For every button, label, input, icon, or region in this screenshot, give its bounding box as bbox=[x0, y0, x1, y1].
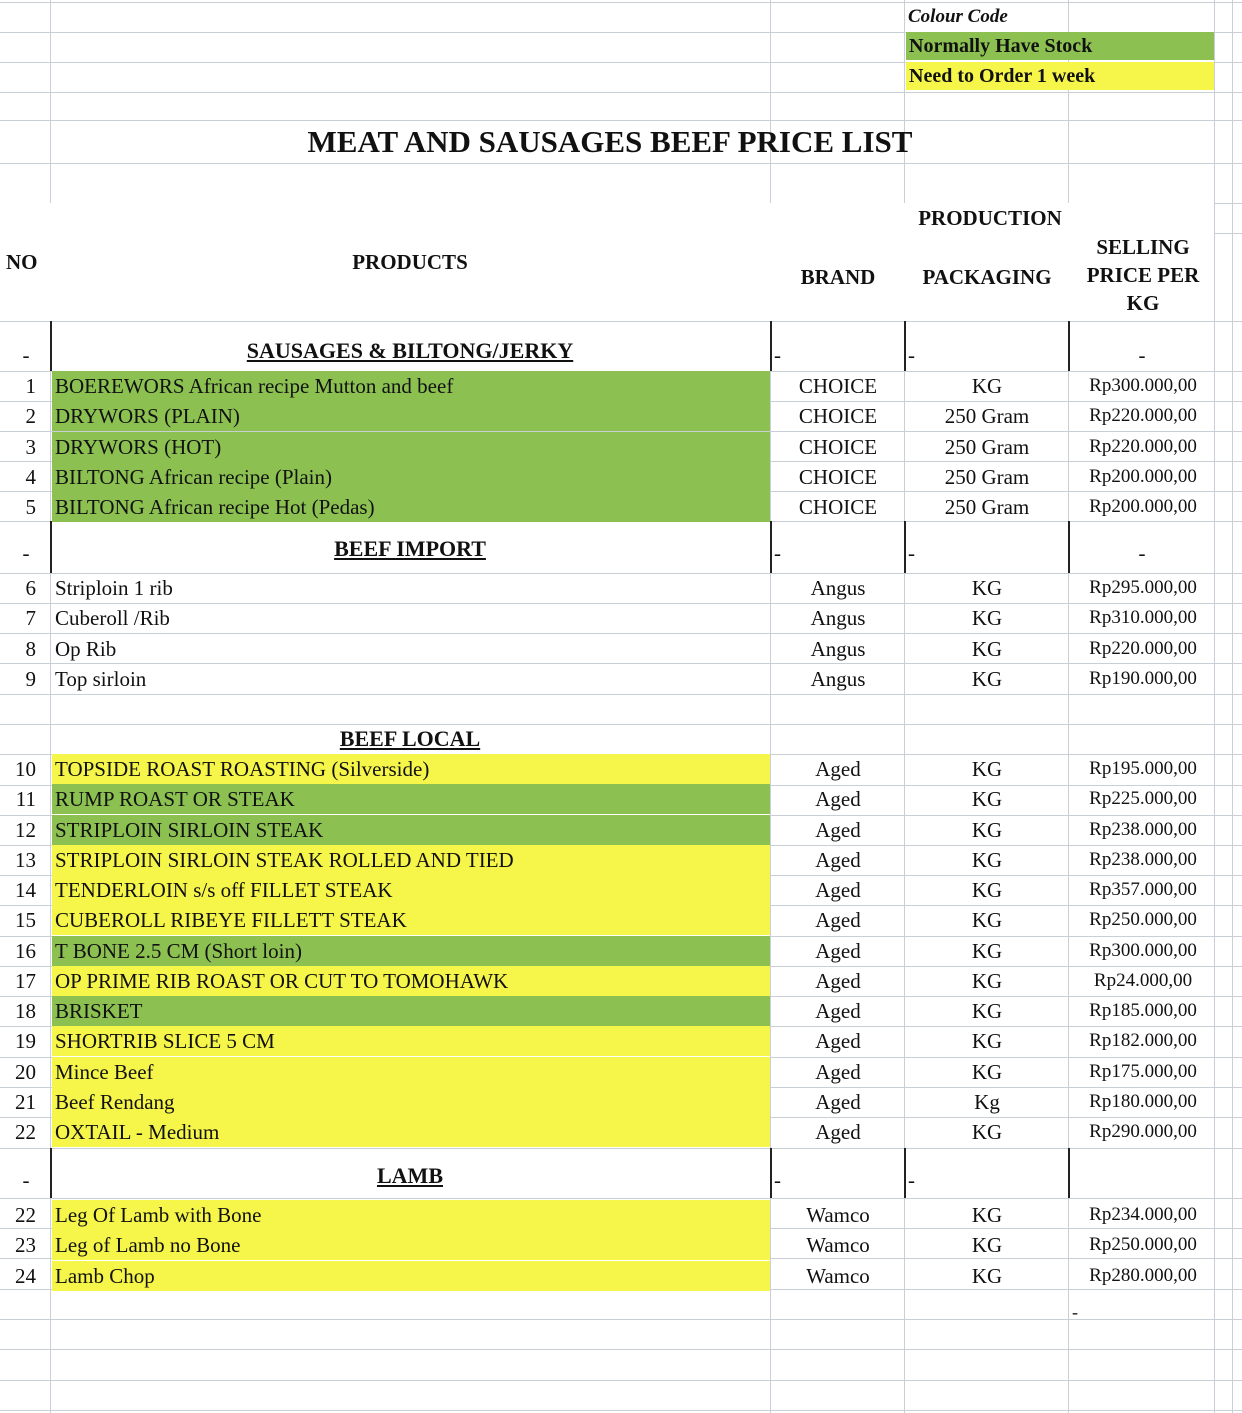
section-border bbox=[1068, 521, 1070, 573]
row-packaging: 250 Gram bbox=[944, 404, 1030, 428]
row-product: OXTAIL - Medium bbox=[52, 1117, 770, 1147]
row-price: Rp200.000,00 bbox=[1089, 496, 1197, 517]
page-title: MEAT AND SAUSAGES BEEF PRICE LIST bbox=[307, 124, 913, 159]
row-no: 8 bbox=[25, 637, 36, 661]
gridline-horizontal bbox=[0, 92, 1242, 93]
row-product: Top sirloin bbox=[55, 667, 147, 691]
row-product: BRISKET bbox=[52, 996, 770, 1026]
row-packaging: Kg bbox=[974, 1090, 1000, 1114]
gridline-horizontal bbox=[0, 1349, 1242, 1350]
row-packaging: KG bbox=[971, 757, 1003, 781]
section-border bbox=[770, 521, 772, 573]
row-price: Rp220.000,00 bbox=[1089, 405, 1197, 426]
row-price: Rp190.000,00 bbox=[1089, 668, 1197, 689]
gridline-horizontal bbox=[0, 1380, 1242, 1381]
row-brand: CHOICE bbox=[798, 435, 878, 459]
row-packaging: KG bbox=[971, 787, 1003, 811]
row-price: Rp300.000,00 bbox=[1089, 375, 1197, 396]
row-price: Rp234.000,00 bbox=[1089, 1204, 1197, 1225]
row-no: 14 bbox=[15, 878, 36, 902]
row-brand: Aged bbox=[815, 908, 861, 932]
section-packaging-mark: - bbox=[908, 541, 915, 565]
row-packaging: KG bbox=[971, 939, 1003, 963]
row-brand: CHOICE bbox=[798, 495, 878, 519]
row-price: Rp220.000,00 bbox=[1089, 436, 1197, 457]
header-production: PRODUCTION bbox=[918, 206, 1062, 230]
row-no: 2 bbox=[25, 404, 36, 428]
row-product: Op Rib bbox=[55, 637, 117, 661]
row-no: 16 bbox=[15, 939, 36, 963]
section-title: BEEF LOCAL bbox=[339, 726, 481, 751]
row-no: 23 bbox=[15, 1233, 36, 1257]
section-no-mark: - bbox=[22, 541, 30, 565]
row-product: OP PRIME RIB ROAST OR CUT TO TOMOHAWK bbox=[52, 966, 770, 996]
row-product: BILTONG African recipe Hot (Pedas) bbox=[52, 492, 770, 522]
row-brand: Wamco bbox=[806, 1233, 870, 1257]
row-brand: Aged bbox=[815, 1029, 861, 1053]
row-packaging: KG bbox=[971, 818, 1003, 842]
section-packaging-mark: - bbox=[908, 1168, 915, 1192]
row-no: 24 bbox=[15, 1264, 36, 1288]
row-packaging: KG bbox=[971, 606, 1003, 630]
row-no: 10 bbox=[15, 757, 36, 781]
row-price: Rp225.000,00 bbox=[1089, 788, 1197, 809]
row-packaging: KG bbox=[971, 848, 1003, 872]
row-no: 19 bbox=[15, 1029, 36, 1053]
legend-normally-have-stock: Normally Have Stock bbox=[906, 32, 1214, 60]
row-no: 12 bbox=[15, 818, 36, 842]
row-price: Rp220.000,00 bbox=[1089, 638, 1197, 659]
row-no: 15 bbox=[15, 908, 36, 932]
row-no: 11 bbox=[15, 787, 36, 811]
section-border bbox=[904, 321, 906, 371]
row-product: SHORTRIB SLICE 5 CM bbox=[52, 1026, 770, 1056]
row-brand: Aged bbox=[815, 969, 861, 993]
row-packaging: KG bbox=[971, 908, 1003, 932]
section-border bbox=[1068, 321, 1070, 371]
row-product: Leg of Lamb no Bone bbox=[52, 1230, 770, 1260]
gridline-horizontal bbox=[0, 694, 1242, 695]
section-brand-mark: - bbox=[774, 343, 781, 367]
row-no: 9 bbox=[25, 667, 36, 691]
row-product: Striploin 1 rib bbox=[55, 576, 173, 600]
gridline-horizontal bbox=[0, 1148, 1242, 1149]
section-border bbox=[1068, 1148, 1070, 1198]
row-product: Leg Of Lamb with Bone bbox=[52, 1200, 770, 1230]
row-price: Rp185.000,00 bbox=[1089, 1000, 1197, 1021]
row-price: Rp200.000,00 bbox=[1089, 466, 1197, 487]
row-brand: Aged bbox=[815, 818, 861, 842]
row-product: TOPSIDE ROAST ROASTING (Silverside) bbox=[52, 754, 770, 784]
row-packaging: KG bbox=[971, 878, 1003, 902]
row-no: 1 bbox=[25, 374, 36, 398]
row-packaging: KG bbox=[971, 1120, 1003, 1144]
row-price: Rp238.000,00 bbox=[1089, 819, 1197, 840]
header-price-line1: SELLING bbox=[1096, 235, 1190, 259]
row-product: RUMP ROAST OR STEAK bbox=[52, 784, 770, 814]
row-no: 20 bbox=[15, 1060, 36, 1084]
section-border bbox=[904, 1148, 906, 1198]
row-price: Rp195.000,00 bbox=[1089, 758, 1197, 779]
row-brand: Aged bbox=[815, 757, 861, 781]
row-packaging: KG bbox=[971, 576, 1003, 600]
row-product: DRYWORS (PLAIN) bbox=[52, 401, 770, 431]
row-product: T BONE 2.5 CM (Short loin) bbox=[52, 936, 770, 966]
row-no: 22 bbox=[15, 1203, 36, 1227]
row-product: Beef Rendang bbox=[52, 1087, 770, 1117]
row-price: Rp280.000,00 bbox=[1089, 1265, 1197, 1286]
row-packaging: 250 Gram bbox=[944, 495, 1030, 519]
section-no-mark: - bbox=[22, 1168, 30, 1192]
row-price: Rp250.000,00 bbox=[1089, 1234, 1197, 1255]
row-brand: Angus bbox=[810, 606, 866, 630]
row-no: 3 bbox=[25, 435, 36, 459]
section-packaging-mark: - bbox=[908, 343, 915, 367]
row-brand: Angus bbox=[810, 667, 866, 691]
row-price: Rp24.000,00 bbox=[1093, 970, 1193, 991]
row-brand: Aged bbox=[815, 999, 861, 1023]
row-brand: Aged bbox=[815, 939, 861, 963]
row-product: BILTONG African recipe (Plain) bbox=[52, 462, 770, 492]
row-packaging: KG bbox=[971, 637, 1003, 661]
row-product: Lamb Chop bbox=[52, 1261, 770, 1291]
gridline-horizontal bbox=[0, 2, 1242, 3]
row-brand: CHOICE bbox=[798, 404, 878, 428]
row-packaging: KG bbox=[971, 1060, 1003, 1084]
row-packaging: KG bbox=[971, 999, 1003, 1023]
section-border bbox=[904, 521, 906, 573]
row-brand: Aged bbox=[815, 787, 861, 811]
row-no: 4 bbox=[25, 465, 36, 489]
row-packaging: KG bbox=[971, 667, 1003, 691]
row-price: Rp310.000,00 bbox=[1089, 607, 1197, 628]
row-price: Rp180.000,00 bbox=[1089, 1091, 1197, 1112]
legend-need-to-order: Need to Order 1 week bbox=[906, 62, 1214, 90]
row-price: Rp175.000,00 bbox=[1089, 1061, 1197, 1082]
gridline-horizontal bbox=[0, 321, 1242, 322]
header-no: NO bbox=[6, 250, 38, 274]
row-brand: Aged bbox=[815, 848, 861, 872]
row-packaging: 250 Gram bbox=[944, 465, 1030, 489]
row-brand: Angus bbox=[810, 637, 866, 661]
row-price: Rp250.000,00 bbox=[1089, 909, 1197, 930]
header-price-line2: PRICE PER bbox=[1086, 263, 1200, 287]
row-packaging: KG bbox=[971, 1264, 1003, 1288]
header-brand: BRAND bbox=[800, 265, 876, 289]
trailing-mark: - bbox=[1072, 1302, 1078, 1322]
section-brand-mark: - bbox=[774, 541, 781, 565]
row-price: Rp357.000,00 bbox=[1089, 879, 1197, 900]
section-price-mark: - bbox=[1138, 343, 1146, 367]
row-product: Mince Beef bbox=[52, 1057, 770, 1087]
row-no: 21 bbox=[15, 1090, 36, 1114]
section-no-mark: - bbox=[22, 343, 30, 367]
section-price-mark bbox=[1072, 1165, 1212, 1195]
gridline-horizontal bbox=[0, 1410, 1242, 1411]
row-brand: Aged bbox=[815, 1090, 861, 1114]
row-packaging: 250 Gram bbox=[944, 435, 1030, 459]
row-packaging: KG bbox=[971, 1029, 1003, 1053]
row-packaging: KG bbox=[971, 374, 1003, 398]
row-product: STRIPLOIN SIRLOIN STEAK ROLLED AND TIED bbox=[52, 845, 770, 875]
row-product: TENDERLOIN s/s off FILLET STEAK bbox=[52, 875, 770, 905]
section-brand-mark: - bbox=[774, 1168, 781, 1192]
row-price: Rp238.000,00 bbox=[1089, 849, 1197, 870]
row-product: DRYWORS (HOT) bbox=[52, 432, 770, 462]
section-border bbox=[770, 1148, 772, 1198]
row-product: BOEREWORS African recipe Mutton and beef bbox=[52, 371, 770, 401]
row-brand: Wamco bbox=[806, 1203, 870, 1227]
row-price: Rp295.000,00 bbox=[1089, 577, 1197, 598]
header-selling-price bbox=[1070, 233, 1216, 323]
row-brand: Wamco bbox=[806, 1264, 870, 1288]
row-product: Cuberoll /Rib bbox=[55, 606, 170, 630]
gridline-horizontal bbox=[0, 1198, 1242, 1199]
row-no: 6 bbox=[25, 576, 36, 600]
section-border bbox=[770, 321, 772, 371]
row-brand: Angus bbox=[810, 576, 866, 600]
row-packaging: KG bbox=[971, 1203, 1003, 1227]
header-price-line3: KG bbox=[1126, 291, 1160, 315]
section-title: LAMB bbox=[377, 1163, 443, 1188]
row-packaging: KG bbox=[971, 969, 1003, 993]
row-brand: Aged bbox=[815, 1120, 861, 1144]
row-brand: CHOICE bbox=[798, 465, 878, 489]
section-title: SAUSAGES & BILTONG/JERKY bbox=[246, 338, 574, 363]
row-product: CUBEROLL RIBEYE FILLETT STEAK bbox=[52, 905, 770, 935]
row-price: Rp182.000,00 bbox=[1089, 1030, 1197, 1051]
row-brand: Aged bbox=[815, 1060, 861, 1084]
row-price: Rp290.000,00 bbox=[1089, 1121, 1197, 1142]
row-brand: CHOICE bbox=[798, 374, 878, 398]
row-price: Rp300.000,00 bbox=[1089, 940, 1197, 961]
row-product: STRIPLOIN SIRLOIN STEAK bbox=[52, 815, 770, 845]
legend-title: Colour Code bbox=[908, 6, 1008, 27]
row-no: 7 bbox=[25, 606, 36, 630]
gridline-vertical bbox=[1232, 0, 1233, 1413]
row-packaging: KG bbox=[971, 1233, 1003, 1257]
row-no: 22 bbox=[15, 1120, 36, 1144]
gridline-horizontal bbox=[0, 1319, 1242, 1320]
section-price-mark: - bbox=[1138, 541, 1146, 565]
row-no: 17 bbox=[15, 969, 36, 993]
row-brand: Aged bbox=[815, 878, 861, 902]
row-no: 13 bbox=[15, 848, 36, 872]
header-packaging: PACKAGING bbox=[922, 265, 1052, 289]
row-no: 18 bbox=[15, 999, 36, 1023]
header-products: PRODUCTS bbox=[352, 250, 468, 274]
row-no: 5 bbox=[25, 495, 36, 519]
section-title: BEEF IMPORT bbox=[334, 536, 486, 561]
